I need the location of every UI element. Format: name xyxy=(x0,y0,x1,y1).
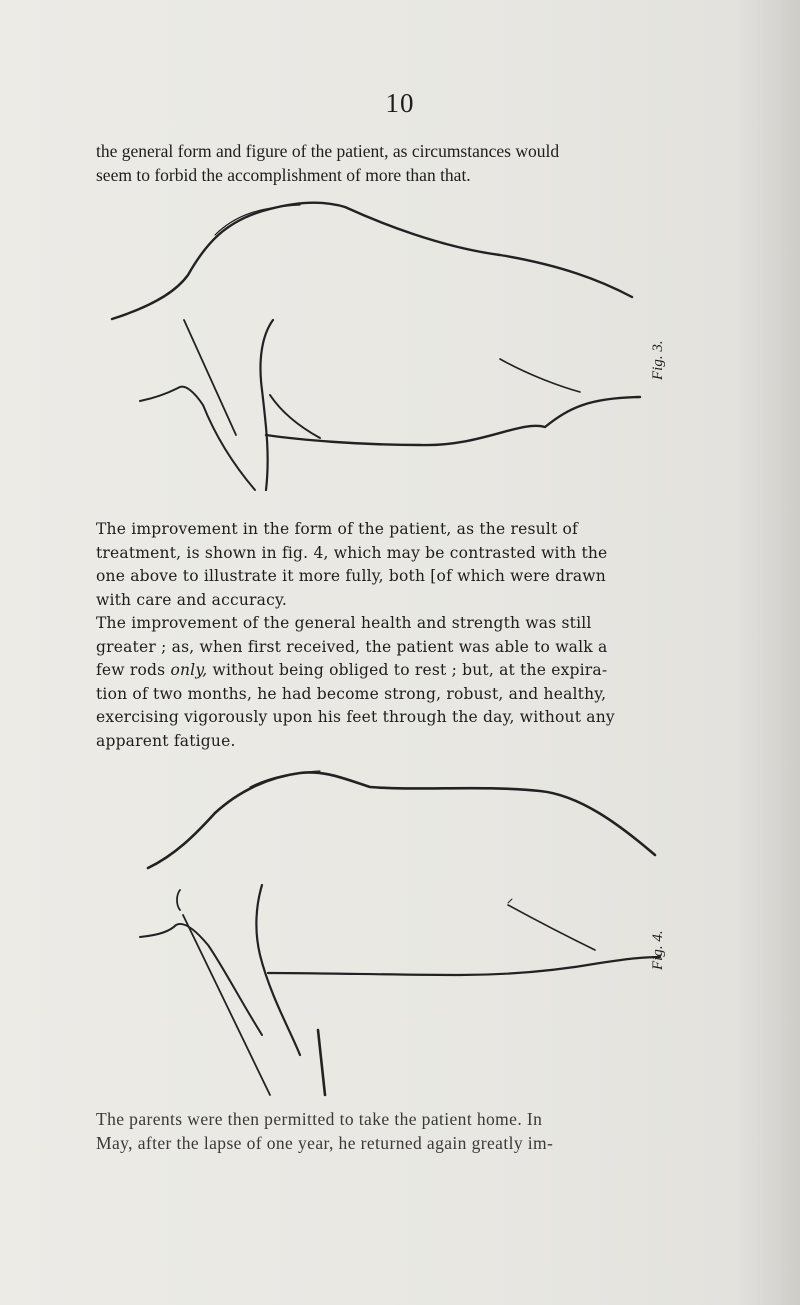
paragraph-parents xyxy=(96,1108,686,1155)
text-line: one above to illustrate it more fully, both [of which were drawn xyxy=(96,567,606,585)
figure-4-right-lower xyxy=(268,957,660,975)
text-line: with care and accuracy. xyxy=(96,590,288,609)
text-line: greater ; as, when first received, the patient was able to walk a xyxy=(96,637,608,656)
text-line: tion of two months, he had become strong, robust, and healthy, xyxy=(96,684,607,703)
figure-3-left-line xyxy=(140,387,255,490)
text-line: The parents were then permitted to take the patient home. In xyxy=(96,1109,543,1129)
figure-4-right-tick xyxy=(508,899,512,903)
figure-4-left-bracket xyxy=(177,890,180,910)
text-fragment: few rods xyxy=(96,661,171,679)
text-line: exercising vigorously upon his feet through the day, without any xyxy=(96,708,615,726)
figure-4-left-line xyxy=(140,924,262,1035)
figure-4-upper-contour xyxy=(148,772,655,868)
figure-4-center-curve xyxy=(256,885,300,1055)
figure-4-label: Fig. 4. xyxy=(650,930,666,970)
figure-3-left-vertical xyxy=(184,320,236,435)
paragraph-general-health xyxy=(96,612,686,753)
figure-4-right-upper xyxy=(508,905,595,950)
text-line: treatment, is shown in fig. 4, which may be contrasted with the xyxy=(96,543,608,562)
figure-3-upper-contour xyxy=(112,203,632,319)
page-number: 10 xyxy=(385,88,415,118)
emphasis-only: only, xyxy=(170,661,208,679)
figure-4-illustration xyxy=(0,755,800,1105)
text-line xyxy=(96,659,686,683)
text-fragment: without being obliged to rest ; but, at the expira- xyxy=(207,661,608,679)
text-line: The improvement of the general health and strength was still xyxy=(96,614,592,632)
figure-3-illustration xyxy=(0,195,800,515)
text-line: the general form and figure of the patient, as circumstances would xyxy=(96,141,560,161)
figure-3-right-upper xyxy=(500,359,580,392)
paragraph-intro xyxy=(96,140,686,187)
text-line: The improvement in the form of the patient, as the result of xyxy=(96,520,578,538)
figure-3-right-lower xyxy=(266,397,640,445)
paragraph-improvement-form xyxy=(96,518,686,612)
figure-4-center-vertical xyxy=(318,1030,325,1095)
figure-3-center-lower xyxy=(270,395,320,438)
text-line: seem to forbid the accomplishment of more than that. xyxy=(96,164,471,185)
figure-3-upper-contour-shade xyxy=(215,205,300,235)
figure-3-label: Fig. 3. xyxy=(650,340,666,380)
text-line: apparent fatigue. xyxy=(96,731,236,750)
text-line: May, after the lapse of one year, he returned again greatly im- xyxy=(96,1132,554,1153)
figure-3-center-curve xyxy=(260,320,273,490)
